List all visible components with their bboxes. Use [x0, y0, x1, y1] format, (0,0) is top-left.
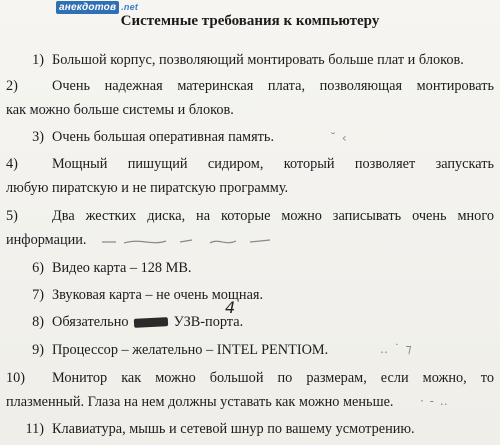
- handwritten-mark: 4: [225, 298, 236, 317]
- list-item: [6, 48, 494, 72]
- item-number: 7): [32, 287, 44, 303]
- item-number: 5): [6, 208, 18, 224]
- list-item: [6, 74, 494, 98]
- pen-scribble: · ‐ ‥: [420, 394, 449, 408]
- list-item: [6, 310, 494, 334]
- item-text: Видео карта – 128 MB.: [52, 260, 192, 276]
- watermark-tld: .net: [121, 2, 139, 12]
- list-item: [6, 338, 494, 362]
- item-text: информации.: [6, 232, 87, 248]
- watermark-site: анекдотов: [56, 1, 119, 14]
- item-text: плазменный. Глаза на нем должны уставать как можно меньше.: [6, 394, 394, 410]
- item-number: 6): [32, 260, 44, 276]
- item-number: 1): [32, 52, 44, 68]
- list-item: [6, 283, 494, 307]
- ink-blot: [134, 317, 168, 328]
- item-number: 4): [6, 156, 18, 172]
- pen-scribble: [100, 234, 280, 248]
- item-number: 9): [32, 342, 44, 358]
- page-title: Системные требования к компьютеру: [120, 13, 380, 29]
- list-item: [6, 417, 494, 441]
- item-text: любую пиратскую и не пиратскую программу.: [6, 180, 289, 196]
- item-number: 11): [25, 421, 44, 437]
- list-item-continuation: [6, 176, 494, 200]
- item-text: как можно больше системы и блоков.: [6, 102, 234, 118]
- item-number: 3): [32, 129, 44, 145]
- item-text: Монитор как можно большой по размерам, если можно, то: [52, 370, 494, 386]
- item-text: Звуковая карта – не очень мощная.: [52, 287, 264, 303]
- site-watermark: [56, 2, 138, 13]
- list-item: [6, 204, 494, 228]
- item-text: Клавиатура, мышь и сетевой шнур по вашему усмотрению.: [52, 421, 415, 437]
- list-item: [6, 256, 494, 280]
- list-item: [6, 125, 494, 149]
- list-item: [6, 152, 494, 176]
- item-number: 10): [6, 370, 26, 386]
- item-text: Мощный пишущий сидиром, который позволяет запускать: [52, 156, 494, 172]
- item-number: 8): [32, 314, 44, 330]
- item-text: УЗВ-порта.: [173, 314, 244, 330]
- pen-scribble: ˘ ‹: [330, 131, 348, 145]
- item-number: 2): [6, 78, 18, 94]
- item-text: Обязательно: [52, 314, 129, 330]
- item-text: Процессор – желательно – INTEL PENTIOM.: [52, 342, 329, 358]
- item-text: Два жестких диска, на которые можно записывать очень много: [52, 208, 494, 224]
- item-text: Большой корпус, позволяющий монтировать больше плат и блоков.: [52, 52, 464, 68]
- list-item-continuation: [6, 98, 494, 122]
- item-text: Очень большая оперативная память.: [52, 129, 275, 145]
- item-text: Очень надежная материнская плата, позволяющая монтировать: [52, 78, 494, 94]
- pen-scribble: ‥ ˙ ⁊: [380, 342, 413, 356]
- list-item: [6, 366, 494, 390]
